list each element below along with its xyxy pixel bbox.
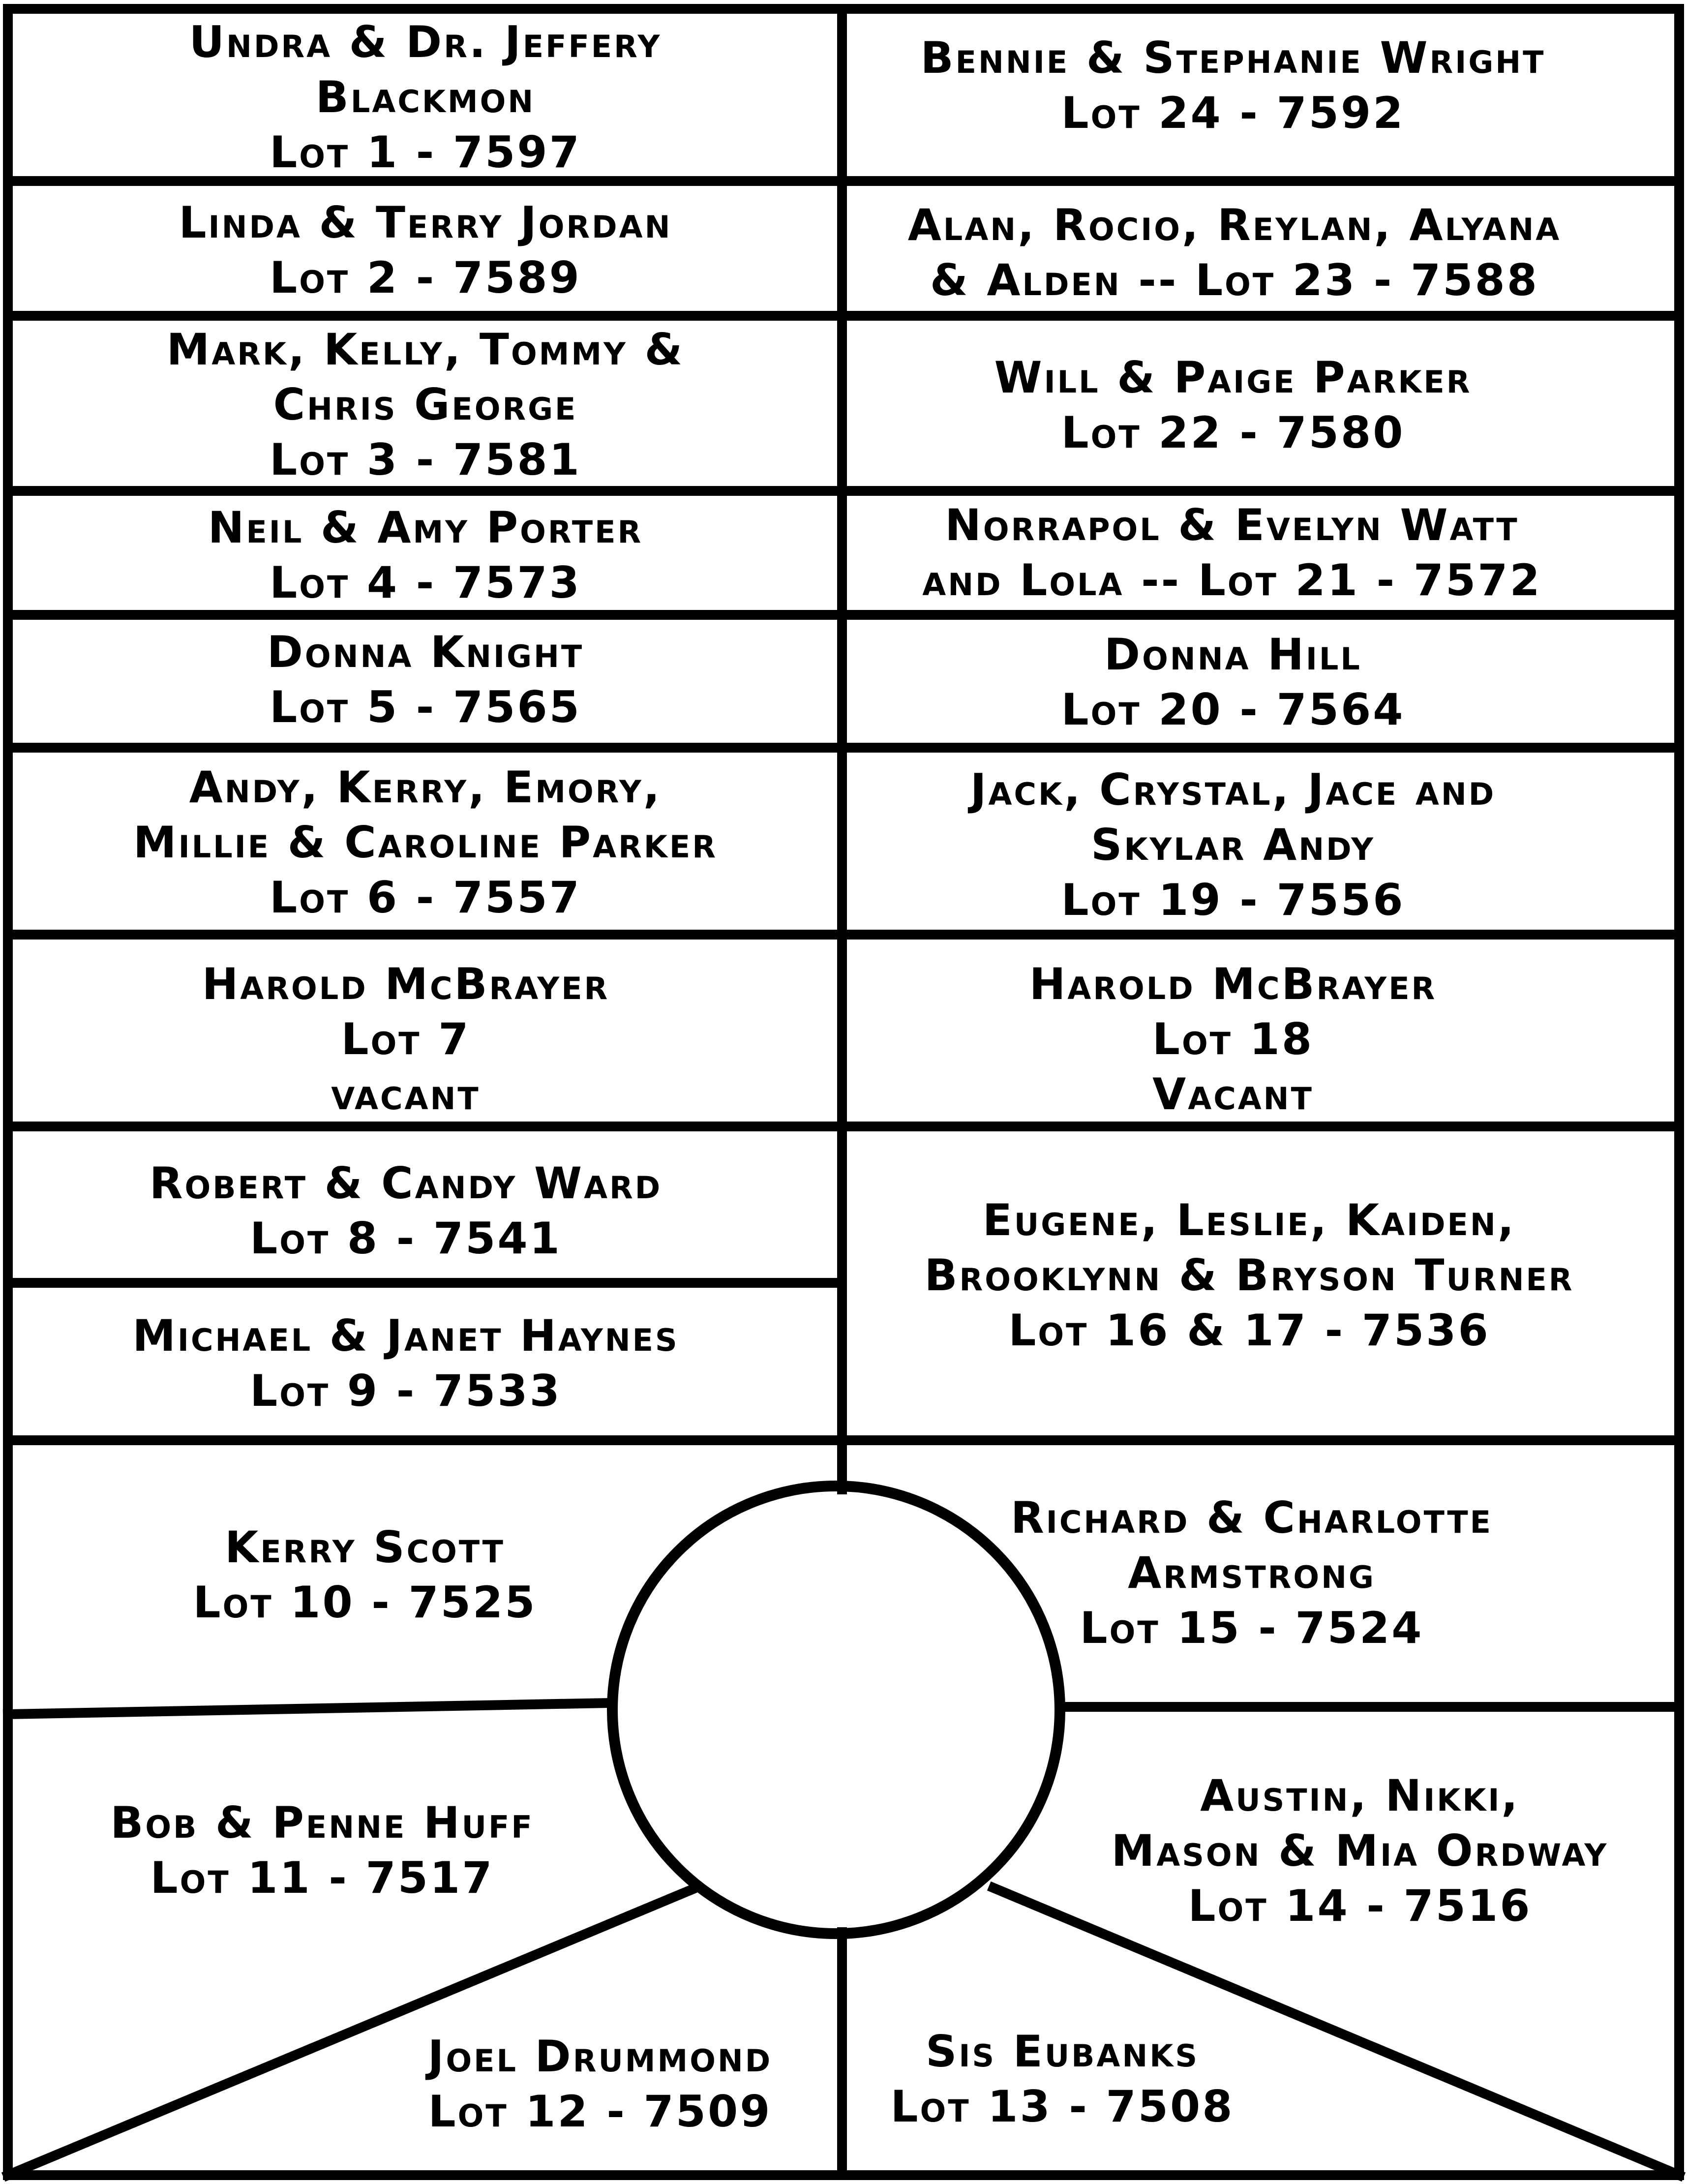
lot-label-line: Lot 16 & 17 - 7536 [1008,1305,1490,1356]
lot-label-8 [150,1156,663,1266]
lot-label-line: Lot 4 - 7573 [270,557,581,608]
lot-label-6 [133,760,718,925]
lot-label-line: Lot 14 - 7516 [1188,1881,1532,1931]
lot-label-line: Neil & Amy Porter [208,502,643,553]
lot-label-line: Linda & Terry Jordan [179,197,672,248]
lot-label-1 [189,15,662,180]
lot-label-line: Undra & Dr. Jeffery [189,17,662,67]
lot-label-24 [921,30,1546,141]
lot-label-22 [994,350,1472,460]
lot-label-line: Lot 18 [1152,1014,1314,1064]
lot-label-line: Blackmon [315,72,536,122]
lot-label-line: Alan, Rocio, Reylan, Alyana [907,200,1562,250]
lot-label-2 [179,195,672,305]
lot-label-line: Vacant [1152,1069,1314,1120]
lot-label-16-17 [924,1193,1574,1358]
lot-label-line: vacant [331,1069,481,1120]
lot-label-line: Donna Hill [1104,629,1362,680]
lot-label-line: Lot 24 - 7592 [1061,88,1405,138]
lot-label-line: Donna Knight [267,627,584,677]
lot-label-line: Skylar Andy [1090,819,1376,870]
lot-label-line: Jack, Crystal, Jace and [970,764,1496,815]
lot-label-line: Sis Eubanks [925,2026,1200,2077]
lot-label-line: Lot 5 - 7565 [270,682,581,732]
lot-label-line: Robert & Candy Ward [149,1158,663,1209]
lot-label-line: Will & Paige Parker [994,352,1472,403]
lot-label-line: Joel Drummond [427,2031,773,2082]
lot-label-3 [167,322,685,487]
lot-label-15 [1011,1490,1493,1656]
lot-label-line: & Alden -- Lot 23 - 7588 [930,255,1539,305]
lot-label-20 [1061,627,1405,737]
cul-de-sac-circle [612,1486,1060,1934]
lot-label-line: Eugene, Leslie, Kaiden, [982,1195,1516,1245]
lot-label-line: Norrapol & Evelyn Watt [945,500,1519,550]
lot-label-line: Armstrong [1128,1547,1376,1598]
lot-label-line: Lot 13 - 7508 [890,2081,1235,2132]
lot-label-line: Lot 10 - 7525 [193,1577,537,1628]
lot-label-line: Bob & Penne Huff [110,1797,534,1848]
lot-label-line: Lot 19 - 7556 [1061,875,1405,925]
lot-label-line: Austin, Nikki, [1200,1770,1520,1821]
lot-label-line: Mark, Kelly, Tommy & [166,324,685,375]
lot-label-line: Lot 2 - 7589 [270,252,581,303]
lot-label-line: Bennie & Stephanie Wright [920,32,1546,83]
lot-label-19 [970,762,1496,928]
lot-label-line: and Lola -- Lot 21 - 7572 [922,555,1542,606]
lot-label-line: Brooklynn & Bryson Turner [924,1250,1574,1301]
lot-label-5 [267,625,584,735]
lot-label-line: Millie & Caroline Parker [133,817,718,868]
lot-label-line: Lot 7 [341,1014,471,1064]
lot-label-line: Lot 6 - 7557 [270,872,581,923]
lot-label-line: Lot 9 - 7533 [250,1365,562,1416]
lot-label-line: Harold McBrayer [1029,959,1437,1009]
lot-label-line: Richard & Charlotte [1011,1492,1493,1543]
lot-label-line: Lot 12 - 7509 [428,2086,772,2137]
lot-label-line: Lot 3 - 7581 [270,434,581,485]
lot-label-10 [193,1520,537,1630]
lot-label-line: Lot 1 - 7597 [270,127,581,178]
lot-label-line: Lot 11 - 7517 [150,1852,494,1903]
lot-label-4 [208,500,643,610]
lot-label-7 [202,957,610,1122]
lot-label-line: Lot 22 - 7580 [1061,407,1405,458]
lot-label-9 [132,1308,679,1419]
lot-label-line: Michael & Janet Haynes [132,1310,679,1361]
lot-label-line: Lot 15 - 7524 [1080,1603,1424,1653]
lot-label-line: Mason & Mia Ordway [1111,1825,1609,1876]
lot-label-21 [922,498,1541,608]
lot-label-23 [908,198,1562,308]
lot-label-14 [1112,1768,1609,1934]
lot-label-line: Chris George [273,379,578,430]
lot-label-line: Andy, Kerry, Emory, [189,762,662,813]
lot-label-11 [110,1795,534,1906]
lot-label-13 [891,2024,1235,2134]
boundary-10-11 [8,1703,610,1714]
lot-label-12 [428,2029,773,2139]
lot-label-line: Harold McBrayer [202,959,610,1009]
lot-label-line: Lot 8 - 7541 [250,1213,562,1264]
lot-label-line: Lot 20 - 7564 [1061,684,1405,735]
lot-label-18 [1029,957,1437,1122]
lot-label-line: Kerry Scott [225,1522,505,1573]
